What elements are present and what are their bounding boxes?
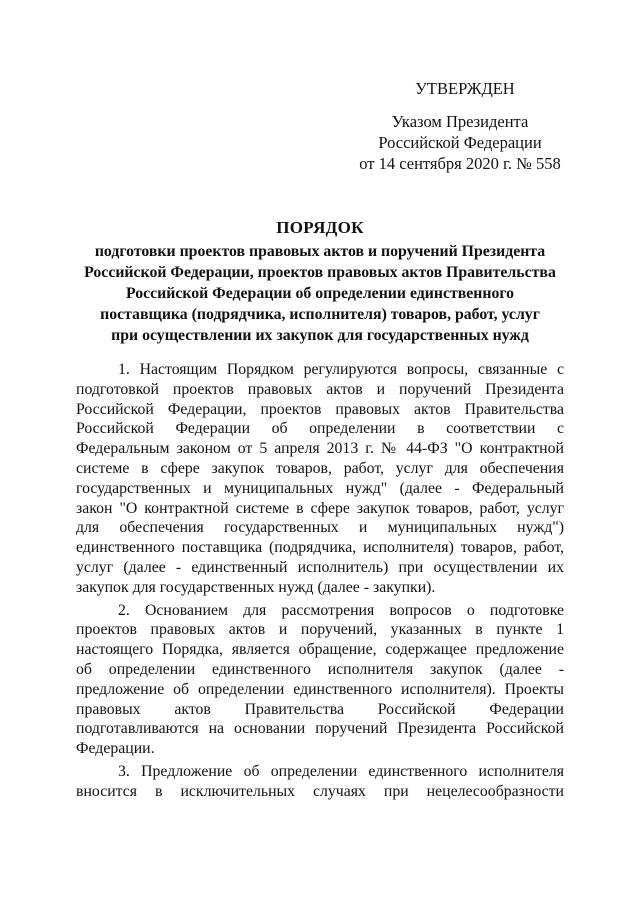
paragraph-line: предложение об определении единственного исполнителя). Проекты [76, 680, 564, 698]
paragraph-1 [76, 360, 564, 598]
paragraph-line: настоящего Порядка, является обращение, содержащее предложение [76, 641, 564, 659]
paragraph-line: 3. Предложение об определении единственного исполнителя [118, 762, 564, 780]
paragraph-line: услуг (далее - единственный исполнитель) при осуществлении их [76, 558, 564, 576]
paragraph-line: 2. Основанием для рассмотрения вопросов о подготовке [118, 601, 564, 619]
paragraph-3 [76, 762, 564, 802]
paragraph-line: Федеральным законом от 5 апреля 2013 г. № 44-ФЗ "О контрактной [76, 440, 564, 458]
subtitle-line: Российской Федерации об определении единственного [125, 285, 515, 302]
paragraph-line: закон "О контрактной системе в сфере закупок товаров, работ, услуг [76, 499, 564, 517]
subtitle-line: поставщика (подрядчика, исполнителя) товаров, работ, услуг [100, 306, 540, 323]
paragraph-line: 1. Настоящим Порядком регулируются вопросы, связанные с [118, 361, 564, 378]
paragraph-line: проектов правовых актов и поручений, указанных в пункте 1 [76, 621, 564, 639]
subtitle-line: подготовки проектов правовых актов и поручений Президента [94, 243, 546, 260]
approval-line: Указом Президента [391, 112, 529, 131]
document-subtitle [70, 241, 570, 346]
paragraph-line: системе в сфере закупок товаров, работ, услуг для обеспечения [76, 459, 564, 477]
paragraph-line: об определении единственного исполнителя закупок (далее - [76, 660, 564, 678]
paragraph-line: Федерации. [76, 740, 155, 758]
subtitle-line: при осуществлении их закупок для государственных нужд [111, 327, 529, 344]
approval-stamp [340, 78, 580, 174]
paragraph-line: государственных и муниципальных нужд" (далее - Федеральный [76, 479, 564, 497]
paragraph-line: единственного поставщика (подрядчика, исполнителя) товаров, работ, [76, 539, 564, 557]
paragraph-line: закупок для государственных нужд (далее - закупки). [76, 578, 436, 596]
paragraph-line: вносится в исключительных случаях при нецелесообразности [76, 782, 564, 800]
paragraph-line: правовых актов Правительства Российской Федерации [76, 700, 564, 718]
paragraph-line: Российской Федерации, проектов правовых актов Правительства [76, 400, 564, 418]
approval-line: Российской Федерации [378, 133, 542, 152]
subtitle-line: Российской Федерации, проектов правовых актов Правительства [84, 264, 556, 281]
paragraph-2 [76, 601, 564, 759]
paragraph-line: Российской Федерации об определении в соответствии с [76, 420, 564, 438]
approval-date-line: от 14 сентября 2020 г. № 558 [359, 154, 561, 173]
document-body [76, 360, 564, 805]
approval-heading: УТВЕРЖДЕН [415, 79, 515, 98]
paragraph-line: подготовкой проектов правовых актов и поручений Президента [76, 380, 564, 398]
document-title: ПОРЯДОК [276, 218, 364, 237]
paragraph-line: подготавливаются на основании поручений Президента Российской [76, 720, 564, 738]
paragraph-line: для обеспечения государственных и муниципальных нужд") [76, 519, 564, 537]
